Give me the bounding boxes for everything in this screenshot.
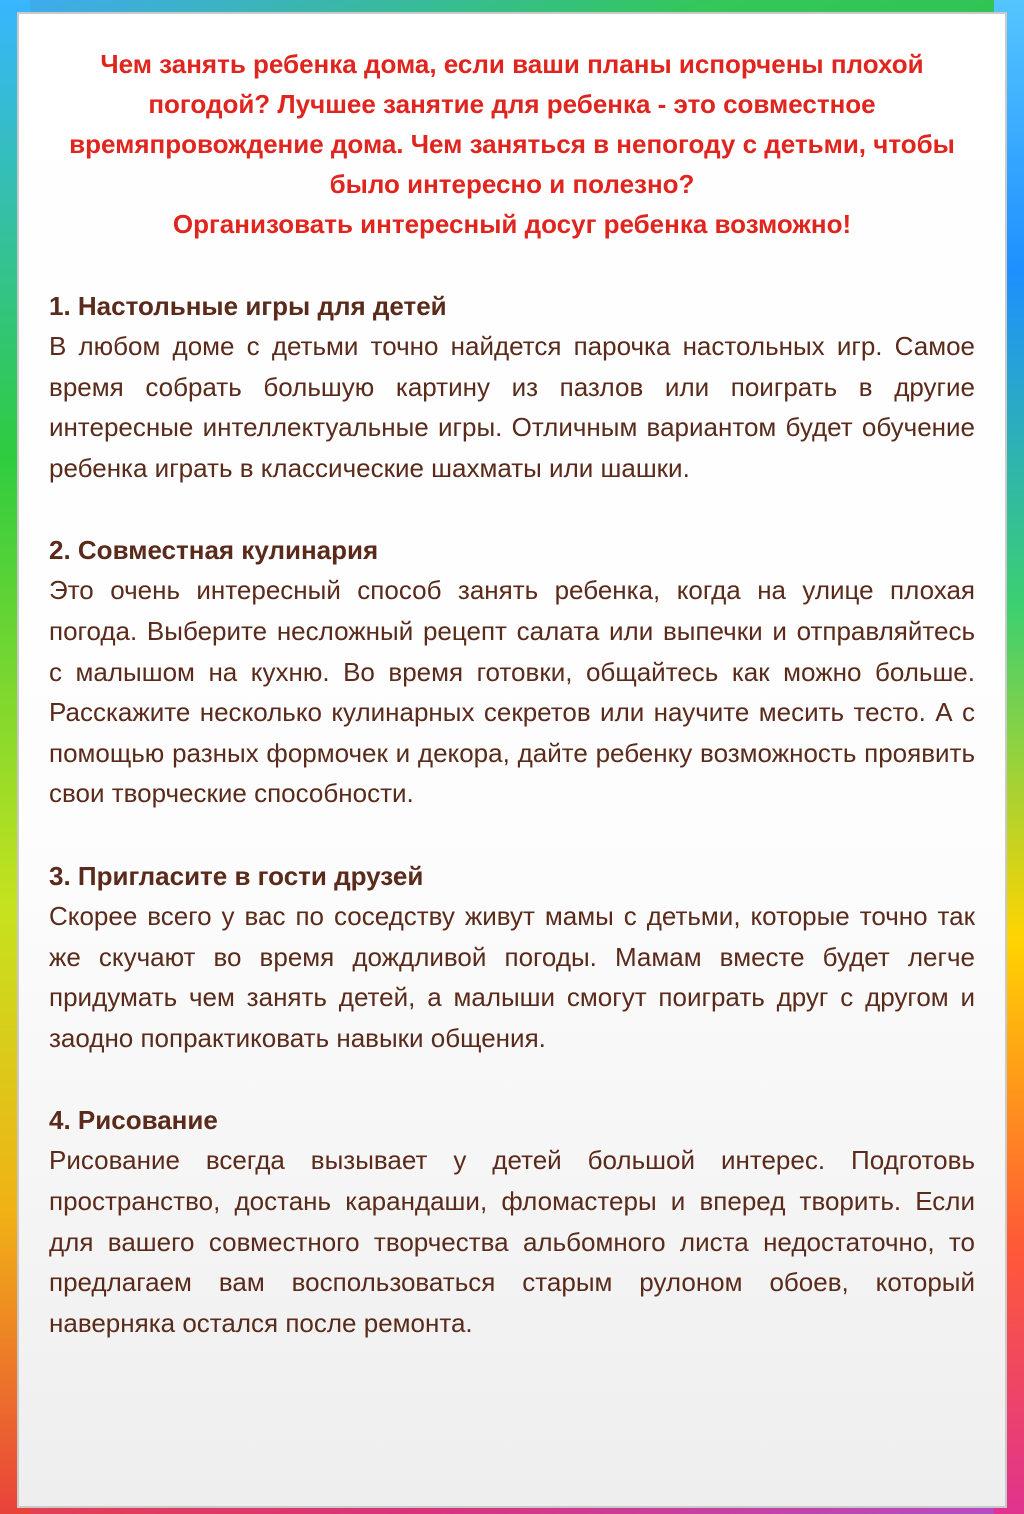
intro-question: Чем занять ребенка дома, если ваши планы испорчены плохой погодой? Лучшее занятие для ребенка - это совместное времяпровождение дома. Чем заняться в непогоду с детьми, чтобы было интересно и полезно? bbox=[69, 49, 955, 199]
section-cooking bbox=[49, 530, 975, 814]
section-title: 3. Пригласите в гости друзей bbox=[49, 860, 424, 891]
intro-statement: Организовать интересный досуг ребенка возможно! bbox=[172, 209, 852, 239]
document-sheet bbox=[17, 12, 1007, 1508]
section-board-games bbox=[49, 286, 975, 488]
intro-block bbox=[49, 44, 975, 244]
section-body: Это очень интересный способ занять ребенка, когда на улице плохая погода. Выберите несложный рецепт салата или выпечки и отправляйтесь с малышом на кухню. Во время готовки, общайтесь как можно больше. Расскажите несколько кулинарных секретов или научите месить тесто. А с помощью разных формочек и декора, дайте ребенку возможность проявить свои творческие способности. bbox=[49, 575, 975, 809]
section-invite-friends bbox=[49, 856, 975, 1058]
section-body: Скорее всего у вас по соседству живут мамы с детьми, которые точно так же скучают во время дождливой погоды. Мамам вместе будет легче придумать чем занять детей, а малыши смогут поиграть друг с другом и заодно попрактиковать навыки общения. bbox=[49, 900, 975, 1053]
section-drawing bbox=[49, 1100, 975, 1343]
section-title: 4. Рисование bbox=[49, 1105, 218, 1136]
section-body: В любом доме с детьми точно найдется парочка настольных игр. Самое время собрать большую картину из пазлов или поиграть в другие интересные интеллектуальные игры. Отличным вариантом будет обучение ребенка играть в классические шахматы или шашки. bbox=[49, 331, 975, 483]
section-title: 2. Совместная кулинария bbox=[49, 535, 379, 566]
section-title: 1. Настольные игры для детей bbox=[49, 291, 447, 321]
section-body: Рисование всегда вызывает у детей большой интерес. Подготовь пространство, достань карандаши, фломастеры и вперед творить. Если для вашего совместного творчества альбомного листа недостаточно, то предлагаем вам воспользоваться старым рулоном обоев, который наверняка остался после ремонта. bbox=[49, 1145, 975, 1338]
